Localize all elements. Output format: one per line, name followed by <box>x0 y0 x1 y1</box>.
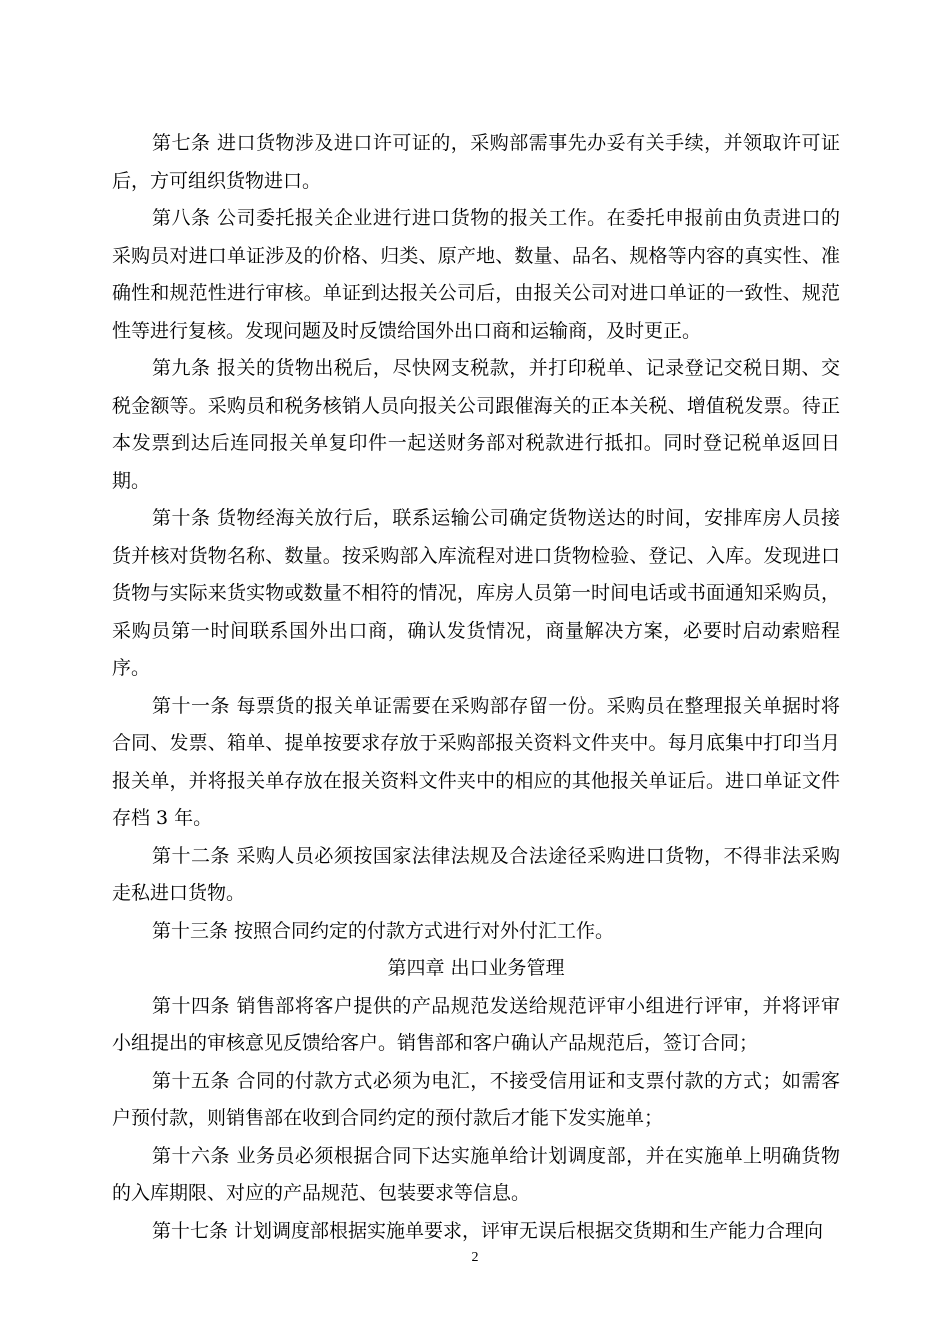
chapter-title: 第四章 出口业务管理 <box>387 957 565 979</box>
article-12: 第十二条 采购人员必须按国家法律法规及合法途径采购进口货物，不得非法采购走私进口货物。 <box>112 844 840 904</box>
document-body <box>112 125 840 1250</box>
article-9: 第九条 报关的货物出税后，尽快网支税款，并打印税单、记录登记交税日期、交税金额等。采购员和税务核销人员向报关公司跟催海关的正本关税、增值税发票。待正本发票到达后连同报关单复印件一起送财务部对税款进行抵扣。同时登记税单返回日期。 <box>112 357 840 492</box>
article-8: 第八条 公司委托报关企业进行进口货物的报关工作。在委托申报前由负责进口的采购员对进口单证涉及的价格、归类、原产地、数量、品名、规格等内容的真实性、准确性和规范性进行审核。单证到达报关公司后，由报关公司对进口单证的一致性、规范性等进行复核。发现问题及时反馈给国外出口商和运输商，及时更正。 <box>112 207 840 342</box>
article-15: 第十五条 合同的付款方式必须为电汇，不接受信用证和支票付款的方式；如需客户预付款，则销售部在收到合同约定的预付款后才能下发实施单； <box>112 1069 840 1129</box>
page-number: 2 <box>471 1250 479 1265</box>
article-10: 第十条 货物经海关放行后，联系运输公司确定货物送达的时间，安排库房人员接货并核对货物名称、数量。按采购部入库流程对进口货物检验、登记、入库。发现进口货物与实际来货实物或数量不相符的情况，库房人员第一时间电话或书面通知采购员，采购员第一时间联系国外出口商，确认发货情况，商量解决方案，必要时启动索赔程序。 <box>112 507 840 679</box>
article-13: 第十三条 按照合同约定的付款方式进行对外付汇工作。 <box>152 919 615 942</box>
article-14: 第十四条 销售部将客户提供的产品规范发送给规范评审小组进行评审，并将评审小组提出的审核意见反馈给客户。销售部和客户确认产品规范后，签订合同； <box>112 994 840 1054</box>
article-7: 第七条 进口货物涉及进口许可证的，采购部需事先办妥有关手续，并领取许可证后，方可组织货物进口。 <box>112 132 840 192</box>
article-16: 第十六条 业务员必须根据合同下达实施单给计划调度部，并在实施单上明确货物的入库期限、对应的产品规范、包装要求等信息。 <box>112 1144 840 1204</box>
article-17: 第十七条 计划调度部根据实施单要求，评审无误后根据交货期和生产能力合理向 <box>152 1219 824 1242</box>
article-11: 第十一条 每票货的报关单证需要在采购部存留一份。采购员在整理报关单据时将合同、发票、箱单、提单按要求存放于采购部报关资料文件夹中。每月底集中打印当月报关单，并将报关单存放在报关资料文件夹中的相应的其他报关单证后。进口单证文件存档 3 年。 <box>112 694 840 829</box>
